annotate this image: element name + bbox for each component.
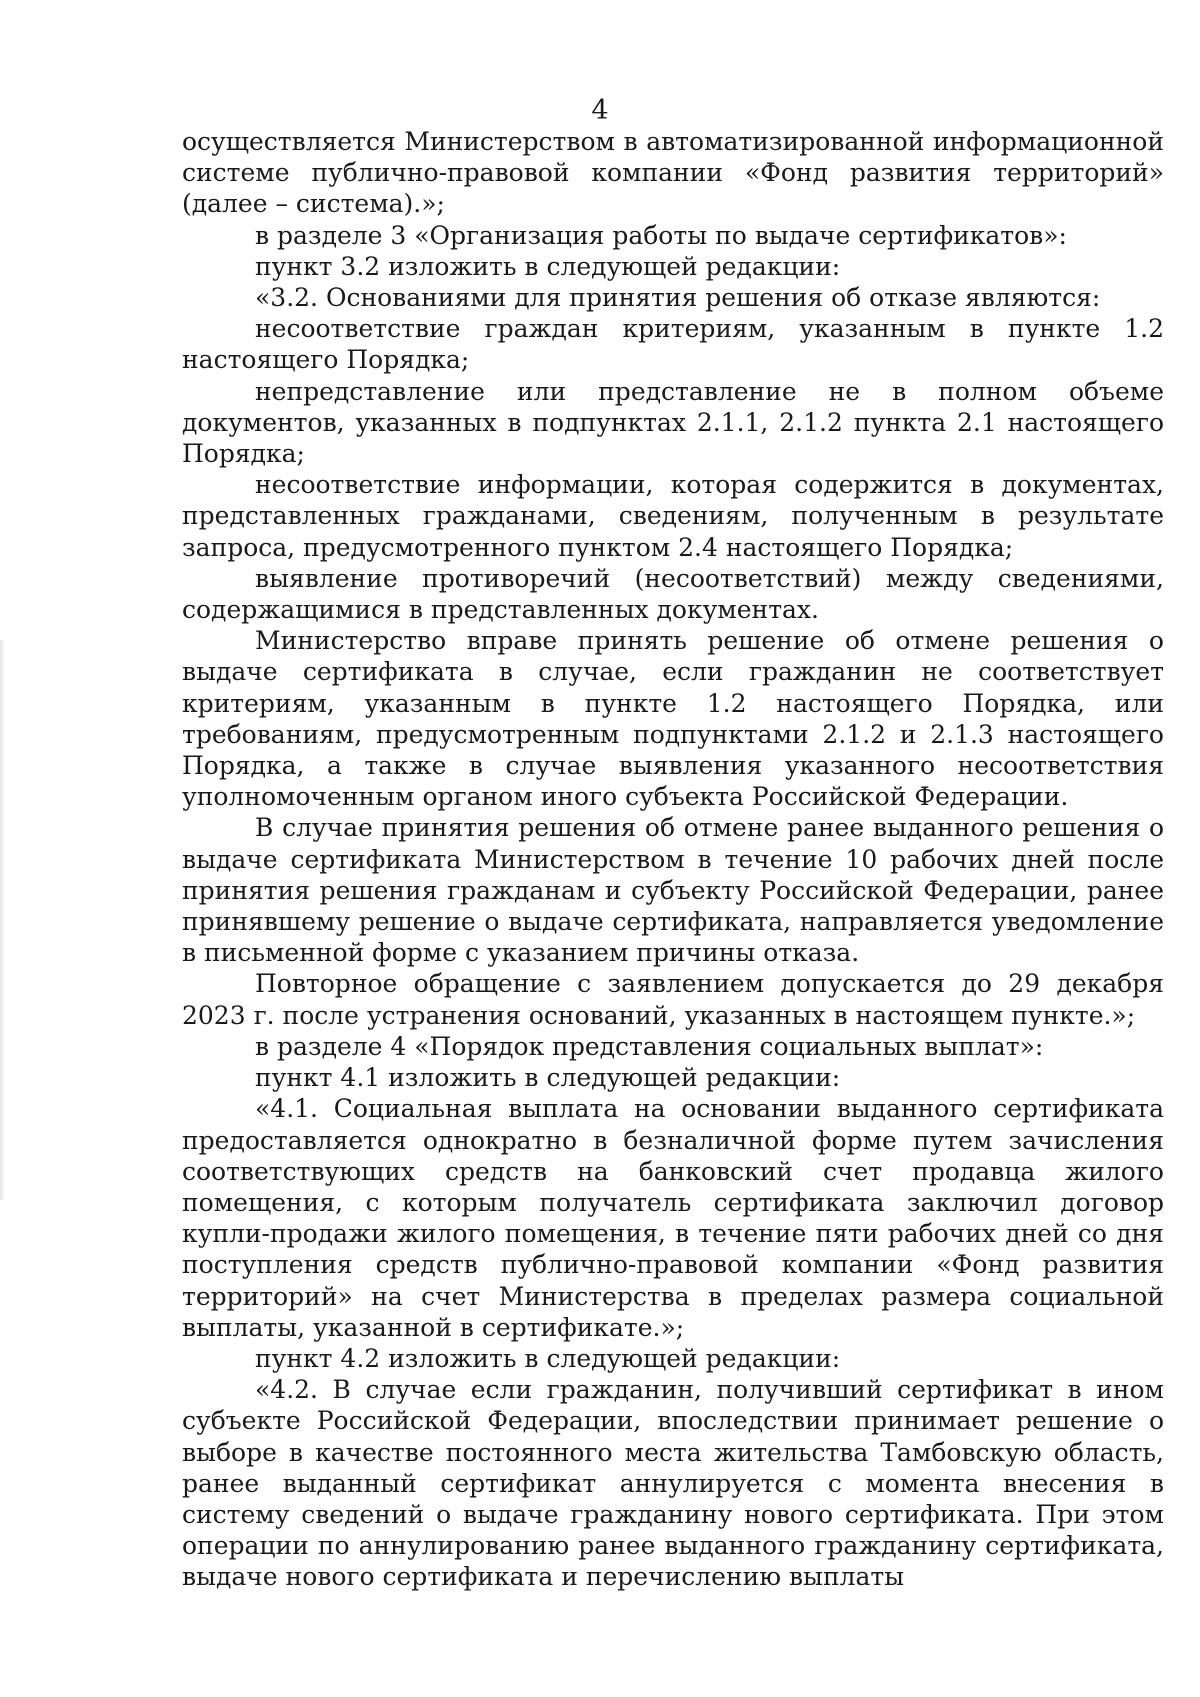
document-body xyxy=(182,126,1164,1593)
paragraph: в разделе 3 «Организация работы по выдаче сертификатов»: xyxy=(255,220,1067,250)
paragraph: «4.1. Социальная выплата на основании выданного сертификата предоставляется однократно в безналичной форме путем зачисления соответствующих средств на банковский счет продавца жилого помещения, с которым получатель сертификата заключил договор купли-продажи жилого помещения, в течение пяти рабочих дней со дня поступления средств публично-правовой компании «Фонд развития территорий» на счет Министерства в пределах размера социальной выплаты, указанной в сертификате.»; xyxy=(182,1094,1164,1342)
paragraph: осуществляется Министерством в автоматизированной информационной системе публично-правовой компании «Фонд развития территорий» (далее – система).»; xyxy=(182,127,1164,219)
paragraph: несоответствие граждан критериям, указанным в пункте 1.2 настоящего Порядка; xyxy=(182,314,1164,375)
paragraph: Министерство вправе принять решение об отмене решения о выдаче сертификата в случае, если гражданин не соответствует критериям, указанным в пункте 1.2 настоящего Порядка, или требованиям, предусмотренным подпунктами 2.1.2 и 2.1.3 настоящего Порядка, а также в случае выявления указанного несоответствия уполномоченным органом иного субъекта Российской Федерации. xyxy=(182,626,1164,812)
paragraph: В случае принятия решения об отмене ранее выданного решения о выдаче сертификата Министерством в течение 10 рабочих дней после принятия решения гражданам и субъекту Российской Федерации, ранее принявшему решение о выдаче сертификата, направляется уведомление в письменной форме с указанием причины отказа. xyxy=(182,813,1164,968)
paragraph: выявление противоречий (несоответствий) между сведениями, содержащимися в представленных документах. xyxy=(182,563,1164,625)
paragraph: Повторное обращение с заявлением допускается до 29 декабря 2023 г. после устранения оснований, указанных в настоящем пункте.»; xyxy=(182,969,1164,1030)
page-number: 4 xyxy=(591,95,609,126)
paragraph: пункт 4.1 изложить в следующей редакции: xyxy=(255,1063,841,1093)
scan-edge-shadow xyxy=(0,640,6,1200)
paragraph: в разделе 4 «Порядок представления социальных выплат»: xyxy=(255,1031,1044,1061)
paragraph: пункт 3.2 изложить в следующей редакции: xyxy=(255,251,841,281)
paragraph: «4.2. В случае если гражданин, получивший сертификат в ином субъекте Российской Федерации, впоследствии принимает решение о выборе в качестве постоянного места жительства Тамбовскую область, ранее выданный сертификат аннулируется с момента внесения в систему сведений о выдаче гражданину нового сертификата. При этом операции по аннулированию ранее выданного гражданину сертификата, выдаче нового сертификата и перечислению выплаты xyxy=(182,1375,1164,1592)
paragraph: «3.2. Основаниями для принятия решения об отказе являются: xyxy=(255,283,1101,313)
paragraph: непредставление или представление не в полном объеме документов, указанных в подпунктах 2.1.1, 2.1.2 пункта 2.1 настоящего Порядка; xyxy=(182,376,1164,469)
paragraph: пункт 4.2 изложить в следующей редакции: xyxy=(255,1343,841,1373)
paragraph: несоответствие информации, которая содержится в документах, представленных гражданами, сведениям, полученным в результате запроса, предусмотренного пунктом 2.4 настоящего Порядка; xyxy=(182,470,1164,562)
